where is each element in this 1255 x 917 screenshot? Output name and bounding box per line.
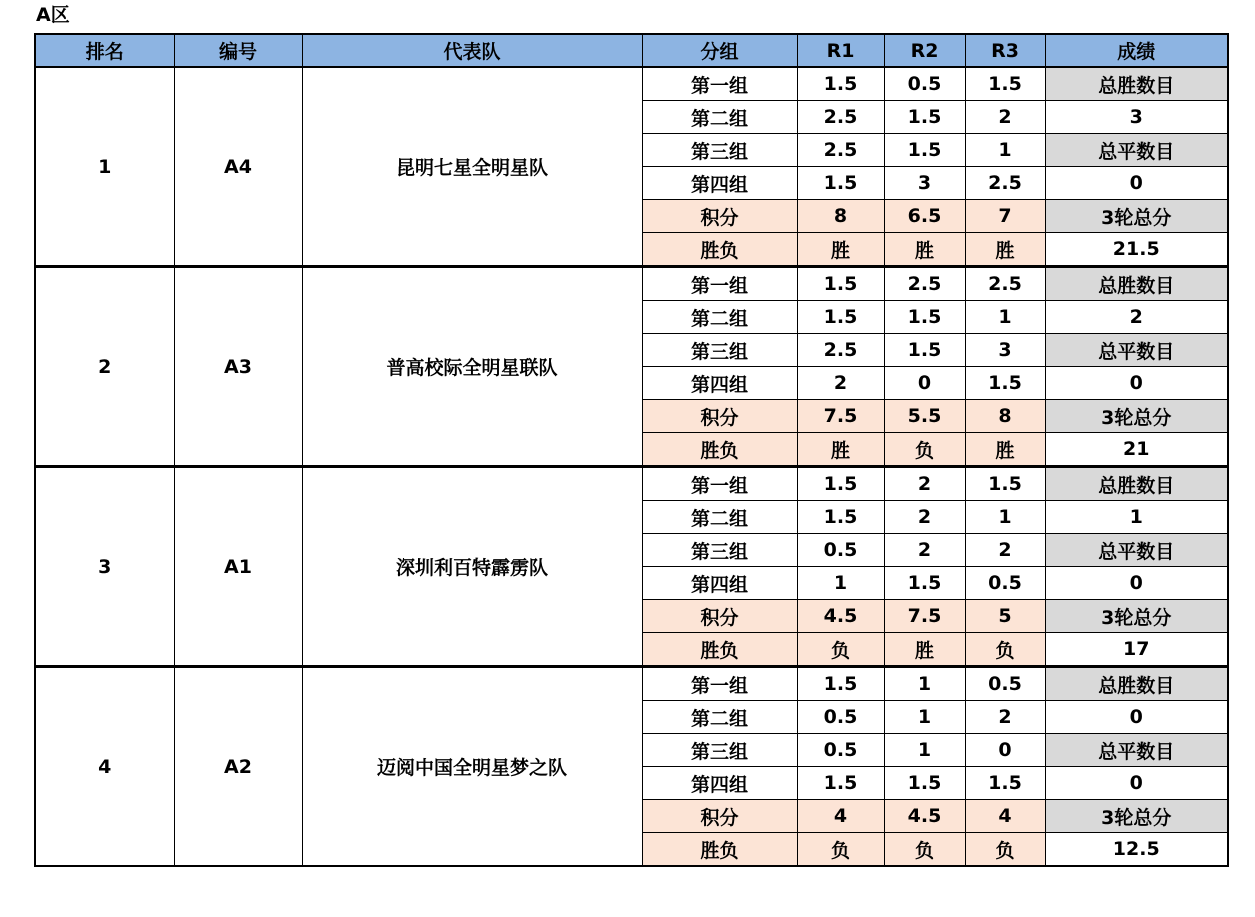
score-r2: 6.5 bbox=[884, 200, 965, 233]
result-label: 总平数目 bbox=[1045, 134, 1228, 167]
result-value: 0 bbox=[1045, 367, 1228, 400]
group-label: 胜负 bbox=[642, 433, 797, 467]
table-row bbox=[35, 467, 1228, 501]
result-value: 2 bbox=[1045, 301, 1228, 334]
group-label: 第一组 bbox=[642, 467, 797, 501]
result-value: 3 bbox=[1045, 101, 1228, 134]
score-r3: 1.5 bbox=[965, 467, 1045, 501]
group-label: 第四组 bbox=[642, 367, 797, 400]
group-label: 胜负 bbox=[642, 833, 797, 867]
team-rank: 4 bbox=[35, 667, 174, 867]
result-value: 0 bbox=[1045, 701, 1228, 734]
score-r2: 1 bbox=[884, 734, 965, 767]
score-r1: 2.5 bbox=[797, 134, 884, 167]
score-r1: 胜 bbox=[797, 233, 884, 267]
result-value: 12.5 bbox=[1045, 833, 1228, 867]
score-r3: 1.5 bbox=[965, 367, 1045, 400]
score-r1: 1.5 bbox=[797, 667, 884, 701]
score-r2: 1.5 bbox=[884, 301, 965, 334]
result-label: 总胜数目 bbox=[1045, 667, 1228, 701]
score-r2: 0 bbox=[884, 367, 965, 400]
standings-body bbox=[35, 67, 1228, 866]
result-label: 3轮总分 bbox=[1045, 600, 1228, 633]
team-name: 普高校际全明星联队 bbox=[302, 267, 642, 467]
score-r1: 1.5 bbox=[797, 767, 884, 800]
score-r1: 2 bbox=[797, 367, 884, 400]
score-r3: 2 bbox=[965, 701, 1045, 734]
group-label: 胜负 bbox=[642, 233, 797, 267]
score-r3: 1 bbox=[965, 301, 1045, 334]
result-value: 0 bbox=[1045, 767, 1228, 800]
result-label: 3轮总分 bbox=[1045, 800, 1228, 833]
group-label: 第四组 bbox=[642, 767, 797, 800]
result-label: 总平数目 bbox=[1045, 534, 1228, 567]
group-label: 第四组 bbox=[642, 567, 797, 600]
score-r2: 1 bbox=[884, 701, 965, 734]
result-label: 总胜数目 bbox=[1045, 67, 1228, 101]
score-r2: 3 bbox=[884, 167, 965, 200]
score-r2: 1 bbox=[884, 667, 965, 701]
score-r3: 2.5 bbox=[965, 267, 1045, 301]
score-r3: 7 bbox=[965, 200, 1045, 233]
score-r1: 1.5 bbox=[797, 301, 884, 334]
team-name: 昆明七星全明星队 bbox=[302, 67, 642, 267]
result-value: 17 bbox=[1045, 633, 1228, 667]
standings-table bbox=[34, 33, 1229, 867]
team-name: 迈阅中国全明星梦之队 bbox=[302, 667, 642, 867]
score-r1: 7.5 bbox=[797, 400, 884, 433]
table-row bbox=[35, 667, 1228, 701]
score-r1: 1.5 bbox=[797, 467, 884, 501]
result-label: 总胜数目 bbox=[1045, 267, 1228, 301]
score-r2: 2 bbox=[884, 501, 965, 534]
score-r1: 1.5 bbox=[797, 67, 884, 101]
score-r1: 2.5 bbox=[797, 101, 884, 134]
score-r1: 8 bbox=[797, 200, 884, 233]
result-label: 总平数目 bbox=[1045, 334, 1228, 367]
group-label: 第三组 bbox=[642, 134, 797, 167]
group-label: 第一组 bbox=[642, 267, 797, 301]
group-label: 第一组 bbox=[642, 67, 797, 101]
score-r2: 4.5 bbox=[884, 800, 965, 833]
group-label: 第二组 bbox=[642, 101, 797, 134]
group-label: 第二组 bbox=[642, 301, 797, 334]
score-r1: 1.5 bbox=[797, 267, 884, 301]
header-code: 编号 bbox=[174, 34, 302, 67]
result-value: 21 bbox=[1045, 433, 1228, 467]
result-label: 3轮总分 bbox=[1045, 200, 1228, 233]
score-r2: 2.5 bbox=[884, 267, 965, 301]
score-r1: 2.5 bbox=[797, 334, 884, 367]
score-r3: 1 bbox=[965, 134, 1045, 167]
group-label: 第三组 bbox=[642, 334, 797, 367]
group-label: 第二组 bbox=[642, 701, 797, 734]
header-result: 成绩 bbox=[1045, 34, 1228, 67]
score-r2: 0.5 bbox=[884, 67, 965, 101]
score-r3: 1.5 bbox=[965, 767, 1045, 800]
group-label: 积分 bbox=[642, 800, 797, 833]
score-r1: 1.5 bbox=[797, 167, 884, 200]
score-r2: 1.5 bbox=[884, 567, 965, 600]
header-r1: R1 bbox=[797, 34, 884, 67]
team-rank: 3 bbox=[35, 467, 174, 667]
group-label: 积分 bbox=[642, 400, 797, 433]
team-code: A3 bbox=[174, 267, 302, 467]
score-r3: 胜 bbox=[965, 433, 1045, 467]
score-r2: 7.5 bbox=[884, 600, 965, 633]
header-rank: 排名 bbox=[35, 34, 174, 67]
section-title: A区 bbox=[36, 4, 70, 26]
result-value: 0 bbox=[1045, 167, 1228, 200]
result-label: 总平数目 bbox=[1045, 734, 1228, 767]
score-r1: 胜 bbox=[797, 433, 884, 467]
score-r3: 1.5 bbox=[965, 67, 1045, 101]
group-label: 第二组 bbox=[642, 501, 797, 534]
score-r1: 负 bbox=[797, 633, 884, 667]
group-label: 胜负 bbox=[642, 633, 797, 667]
team-rank: 2 bbox=[35, 267, 174, 467]
score-r2: 1.5 bbox=[884, 134, 965, 167]
score-r3: 负 bbox=[965, 633, 1045, 667]
score-r3: 0.5 bbox=[965, 667, 1045, 701]
table-row bbox=[35, 67, 1228, 101]
score-r1: 4.5 bbox=[797, 600, 884, 633]
score-r2: 负 bbox=[884, 433, 965, 467]
result-value: 0 bbox=[1045, 567, 1228, 600]
score-r2: 2 bbox=[884, 534, 965, 567]
score-r1: 0.5 bbox=[797, 734, 884, 767]
score-r3: 0 bbox=[965, 734, 1045, 767]
result-label: 3轮总分 bbox=[1045, 400, 1228, 433]
score-r2: 胜 bbox=[884, 633, 965, 667]
score-r2: 1.5 bbox=[884, 101, 965, 134]
team-code: A4 bbox=[174, 67, 302, 267]
score-r1: 0.5 bbox=[797, 534, 884, 567]
score-r3: 2 bbox=[965, 101, 1045, 134]
result-value: 1 bbox=[1045, 501, 1228, 534]
header-r2: R2 bbox=[884, 34, 965, 67]
score-r3: 5 bbox=[965, 600, 1045, 633]
score-r3: 1 bbox=[965, 501, 1045, 534]
group-label: 第四组 bbox=[642, 167, 797, 200]
table-row bbox=[35, 267, 1228, 301]
team-rank: 1 bbox=[35, 67, 174, 267]
score-r3: 负 bbox=[965, 833, 1045, 867]
header-group: 分组 bbox=[642, 34, 797, 67]
team-code: A2 bbox=[174, 667, 302, 867]
score-r2: 胜 bbox=[884, 233, 965, 267]
score-r1: 4 bbox=[797, 800, 884, 833]
header-row bbox=[35, 34, 1228, 67]
score-r3: 2 bbox=[965, 534, 1045, 567]
score-r3: 2.5 bbox=[965, 167, 1045, 200]
score-r2: 5.5 bbox=[884, 400, 965, 433]
group-label: 第一组 bbox=[642, 667, 797, 701]
score-r3: 3 bbox=[965, 334, 1045, 367]
score-r1: 负 bbox=[797, 833, 884, 867]
score-r3: 0.5 bbox=[965, 567, 1045, 600]
group-label: 第三组 bbox=[642, 534, 797, 567]
result-label: 总胜数目 bbox=[1045, 467, 1228, 501]
team-name: 深圳利百特霹雳队 bbox=[302, 467, 642, 667]
score-r2: 1.5 bbox=[884, 334, 965, 367]
score-r1: 0.5 bbox=[797, 701, 884, 734]
team-code: A1 bbox=[174, 467, 302, 667]
header-r3: R3 bbox=[965, 34, 1045, 67]
score-r1: 1.5 bbox=[797, 501, 884, 534]
result-value: 21.5 bbox=[1045, 233, 1228, 267]
score-r2: 1.5 bbox=[884, 767, 965, 800]
group-label: 积分 bbox=[642, 200, 797, 233]
score-r3: 4 bbox=[965, 800, 1045, 833]
score-r3: 胜 bbox=[965, 233, 1045, 267]
header-team: 代表队 bbox=[302, 34, 642, 67]
score-r2: 负 bbox=[884, 833, 965, 867]
score-r2: 2 bbox=[884, 467, 965, 501]
group-label: 第三组 bbox=[642, 734, 797, 767]
score-r1: 1 bbox=[797, 567, 884, 600]
score-r3: 8 bbox=[965, 400, 1045, 433]
group-label: 积分 bbox=[642, 600, 797, 633]
